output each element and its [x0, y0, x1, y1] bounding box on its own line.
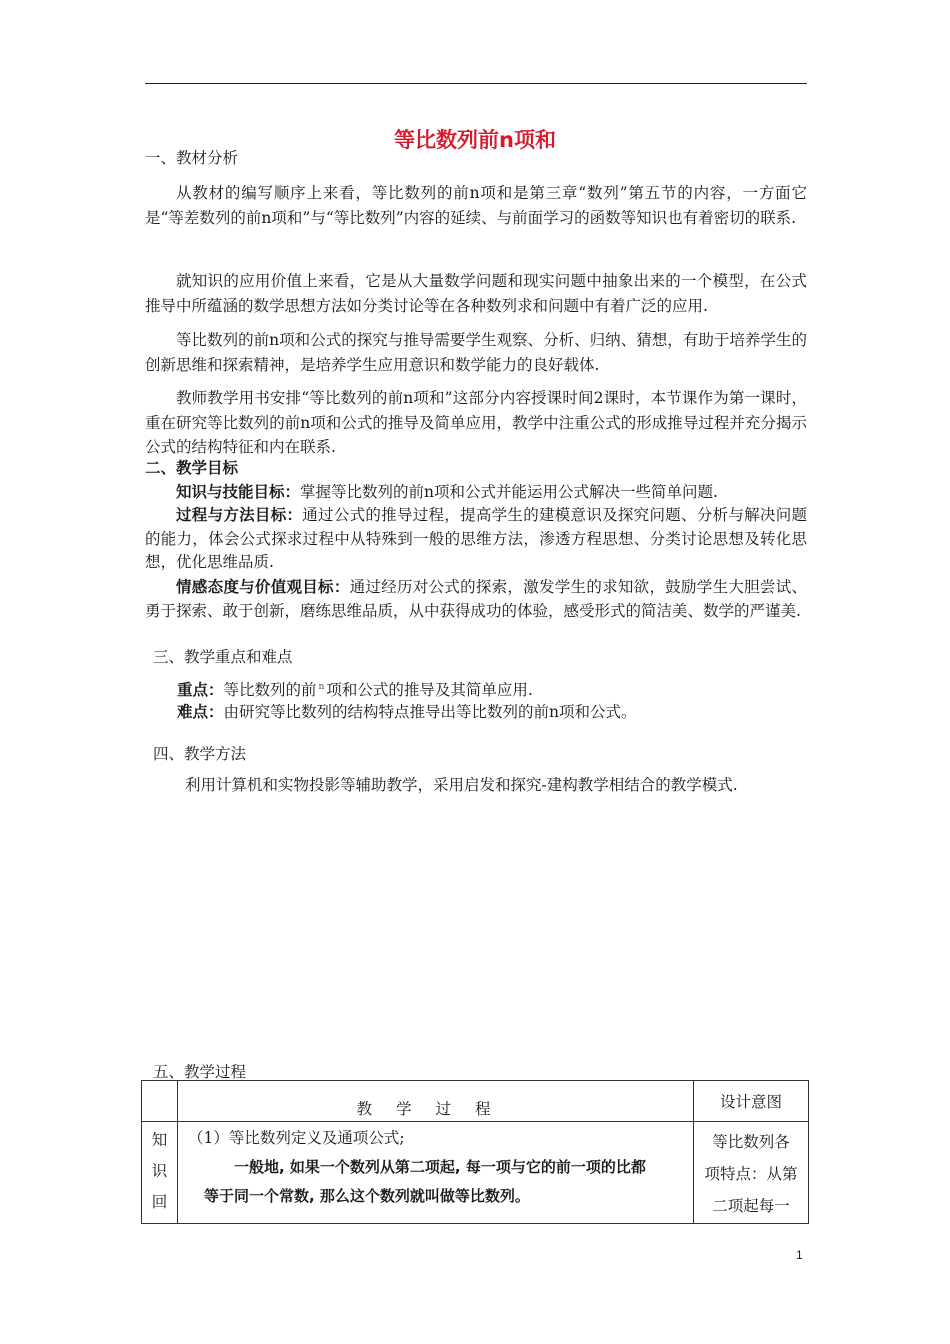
table-header-row [142, 1081, 809, 1122]
table-header-cell [142, 1081, 178, 1122]
paragraph: 就知识的应用价值上来看，它是从大量数学问题和现实问题中抽象出来的一个模型，在公式推导中所蕴涵的数学思想方法如分类讨论等在各种数列求和问题中有着广泛的应用. [145, 272, 807, 315]
goal-label: 情感态度与价值观目标： [176, 578, 350, 596]
section-heading-method: 四、教学方法 [153, 745, 247, 763]
table-header-process: 教学过程 [178, 1081, 694, 1122]
key-point [177, 676, 533, 701]
goal-text: 通过公式的推导过程，提高学生的建模意识及探究问题、分析与解决问题的能力，体会公式探求过程中从特殊到一般的思维方法，渗透方程思想、分类讨论思想及转化思想，优化思维品质. [145, 506, 807, 571]
goal-emotion [145, 576, 807, 623]
intent-line: 等比数列各 [712, 1133, 790, 1151]
table-row [142, 1122, 809, 1224]
definition-line-2: 等于同一个常数, 那么这个数列就叫做等比数列。 [204, 1187, 530, 1205]
teaching-process-table [141, 1080, 809, 1224]
page-title: 等比数列前n项和 [394, 128, 556, 152]
paragraph: 教师教学用书安排“等比数列的前n项和”这部分内容授课时间2课时，本节课作为第一课时，重在研究等比数列的前n项和公式的推导及简单应用，教学中注重公式的形成推导过程并充分揭示公式的结构特征和内在联系. [145, 389, 807, 456]
goal-text: 掌握等比数列的前n项和公式并能运用公式解决一些简单问题. [300, 483, 718, 501]
goal-label: 过程与方法目标： [176, 506, 303, 524]
section-heading-goals: 二、教学目标 [145, 459, 239, 477]
section-heading-process: 五、教学过程 [153, 1063, 247, 1081]
difficulty-text: 由研究等比数列的结构特点推导出等比数列的前n项和公式。 [223, 703, 637, 721]
stage-char: 回 [151, 1193, 168, 1211]
goal-process [145, 504, 807, 575]
formula-variable: n [318, 682, 325, 692]
intent-line: 二项起每一 [712, 1197, 790, 1215]
header-rule [145, 83, 807, 84]
key-label: 重点： [177, 681, 224, 700]
goal-text: 通过经历对公式的探索，激发学生的求知欲，鼓励学生大胆尝试、勇于探索、敢于创新，磨练思维品质，从中获得成功的体验，感受形式的简洁美、数学的严谨美. [145, 578, 807, 620]
goal-knowledge [145, 481, 807, 505]
key-text-pre: 等比数列的前 [223, 681, 317, 700]
section-heading-keypoints: 三、教学重点和难点 [153, 648, 293, 666]
section-heading-analysis: 一、教材分析 [145, 149, 239, 167]
process-intro: （1）等比数列定义及通项公式; [188, 1129, 405, 1147]
stage-char: 识 [151, 1162, 168, 1180]
stage-label-cell [142, 1122, 178, 1224]
key-text-post: 项和公式的推导及其简单应用. [326, 681, 533, 700]
difficult-point [177, 701, 637, 723]
method-text: 利用计算机和实物投影等辅助教学，采用启发和探究-建构教学相结合的教学模式. [185, 776, 738, 794]
process-content-cell [178, 1122, 694, 1224]
table-header-intent: 设计意图 [694, 1081, 809, 1122]
stage-char: 知 [151, 1131, 168, 1149]
definition-line-1: 一般地, 如果一个数列从第二项起, 每一项与它的前一项的比都 [234, 1158, 646, 1176]
goal-label: 知识与技能目标： [176, 483, 301, 501]
intent-line: 项特点：从第 [704, 1165, 798, 1183]
design-intent-cell [694, 1122, 809, 1224]
page-number: 1 [796, 1248, 803, 1262]
paragraph: 等比数列的前n项和公式的探究与推导需要学生观察、分析、归纳、猜想，有助于培养学生的创新思维和探索精神，是培养学生应用意识和数学能力的良好载体. [145, 331, 807, 374]
difficulty-label: 难点： [177, 703, 224, 721]
paragraph: 从教材的编写顺序上来看，等比数列的前n项和是第三章“数列”第五节的内容，一方面它是“等差数列的前n项和”与“等比数列”内容的延续、与前面学习的函数等知识也有着密切的联系. [145, 184, 807, 227]
